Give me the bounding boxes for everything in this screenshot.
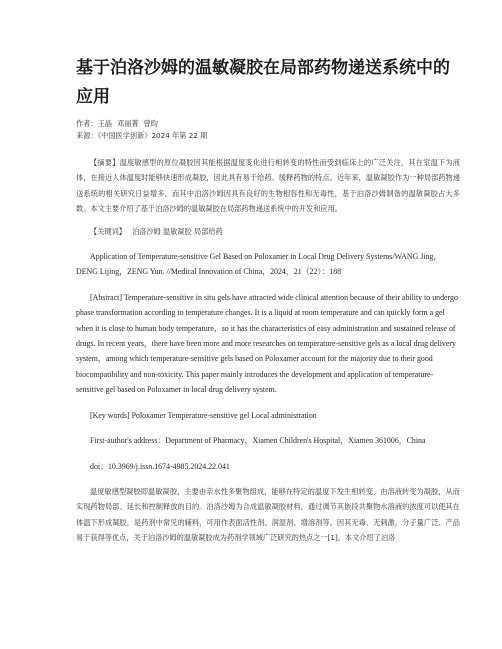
source-line bbox=[76, 130, 460, 142]
author-name: 邓丽菁 bbox=[116, 119, 139, 128]
article-title: 基于泊洛沙姆的温敏凝胶在局部药物递送系统中的应用 bbox=[76, 58, 450, 107]
author-line bbox=[76, 118, 460, 130]
doi-line: doi：10.3969/j.issn.1674-4985.2024.22.041 bbox=[90, 461, 230, 471]
chinese-keywords bbox=[76, 224, 460, 239]
abstract-text: 温度敏感型的原位凝胶因其能根据温度变化进行相转变的特性而受到临床上的广泛关注，其在室温下为液体，在接近人体温度时能够快速形成凝胶，因此具有易于给药、缓释药物的特点。近年来，温敏凝胶作为一种局部药物递送系统的相关研究日益增多，而其中泊洛沙姆因具有良好的生物相容性和无毒性，基于泊洛沙姆制备的温敏凝胶占大多数。本文主要介绍了基于泊洛沙姆的温敏凝胶在局部药物递送系统中的开发和应用。 bbox=[76, 158, 460, 214]
keywords-label: 【关键词】 bbox=[90, 226, 126, 236]
english-keywords: [Key words] Poloxamer Temperature-sensitive gel Local administration bbox=[90, 410, 317, 420]
author-name: 王晶 bbox=[97, 119, 112, 128]
english-abstract: [Abstract] Temperature-sensitive in situ gels have attracted wide clinical attention because of their ability to undergo phase transformation according to temperature changes. It is a liquid at room temperature and can quickly form a gel when it is close to human body temperature，so it has the characteristics of easy administration and sustained release of drugs. In recent years，there have been more and more researches on temperature-sensitive gels as a local drug delivery system，among which temperature-sensitive gels based on Poloxamer account for the majority due to their good biocompatibility and non-toxicity. This paper mainly introduces the development and application of temperature-sensitive gel based on Poloxamer in local drug delivery system. bbox=[76, 292, 458, 395]
author-address: First-author's address：Department of Pharmacy，Xiamen Children's Hospital，Xiamen 361006，China bbox=[90, 436, 426, 446]
author-name: 曾昀 bbox=[143, 119, 158, 128]
abstract-label: 【摘要】 bbox=[90, 158, 120, 167]
body-paragraph: 温度敏感型凝胶即温敏凝胶，主要由亲水性多聚物组成，能够在特定的温度下发生相转变，由溶液转变为凝胶，从而实现药物局部、延长和控制释放的目的。泊洛沙姆为合成温敏凝胶材料，通过调节其嵌段共聚物水溶液的浓度可以使其在体温下形成凝胶，是药剂中常见的辅料，可用作表面活性剂、润湿剂、增溶剂等。因其无毒、无刺激，分子量广泛、产品易于获得等优点，关于泊洛沙姆的温敏凝胶成为药剂学领域广泛研究的热点之一[1]。本文介绍了泊洛 bbox=[76, 486, 460, 543]
chinese-abstract bbox=[76, 155, 460, 217]
keywords-text: 泊洛沙姆 温敏凝胶 局部给药 bbox=[131, 226, 223, 236]
authors-label: 作者： bbox=[76, 119, 98, 128]
source-label: 来源： bbox=[76, 131, 98, 140]
source-text: 《中国医学创新》2024 年第 22 期 bbox=[97, 131, 208, 140]
english-title-citation: Application of Temperature-sensitive Gel Based on Poloxamer in Local Drug Delivery Systems/WANG Jing，DENG Lijing，ZENG Yun. //Medical Innovation of China，2024，21（22）：188 bbox=[76, 252, 442, 277]
